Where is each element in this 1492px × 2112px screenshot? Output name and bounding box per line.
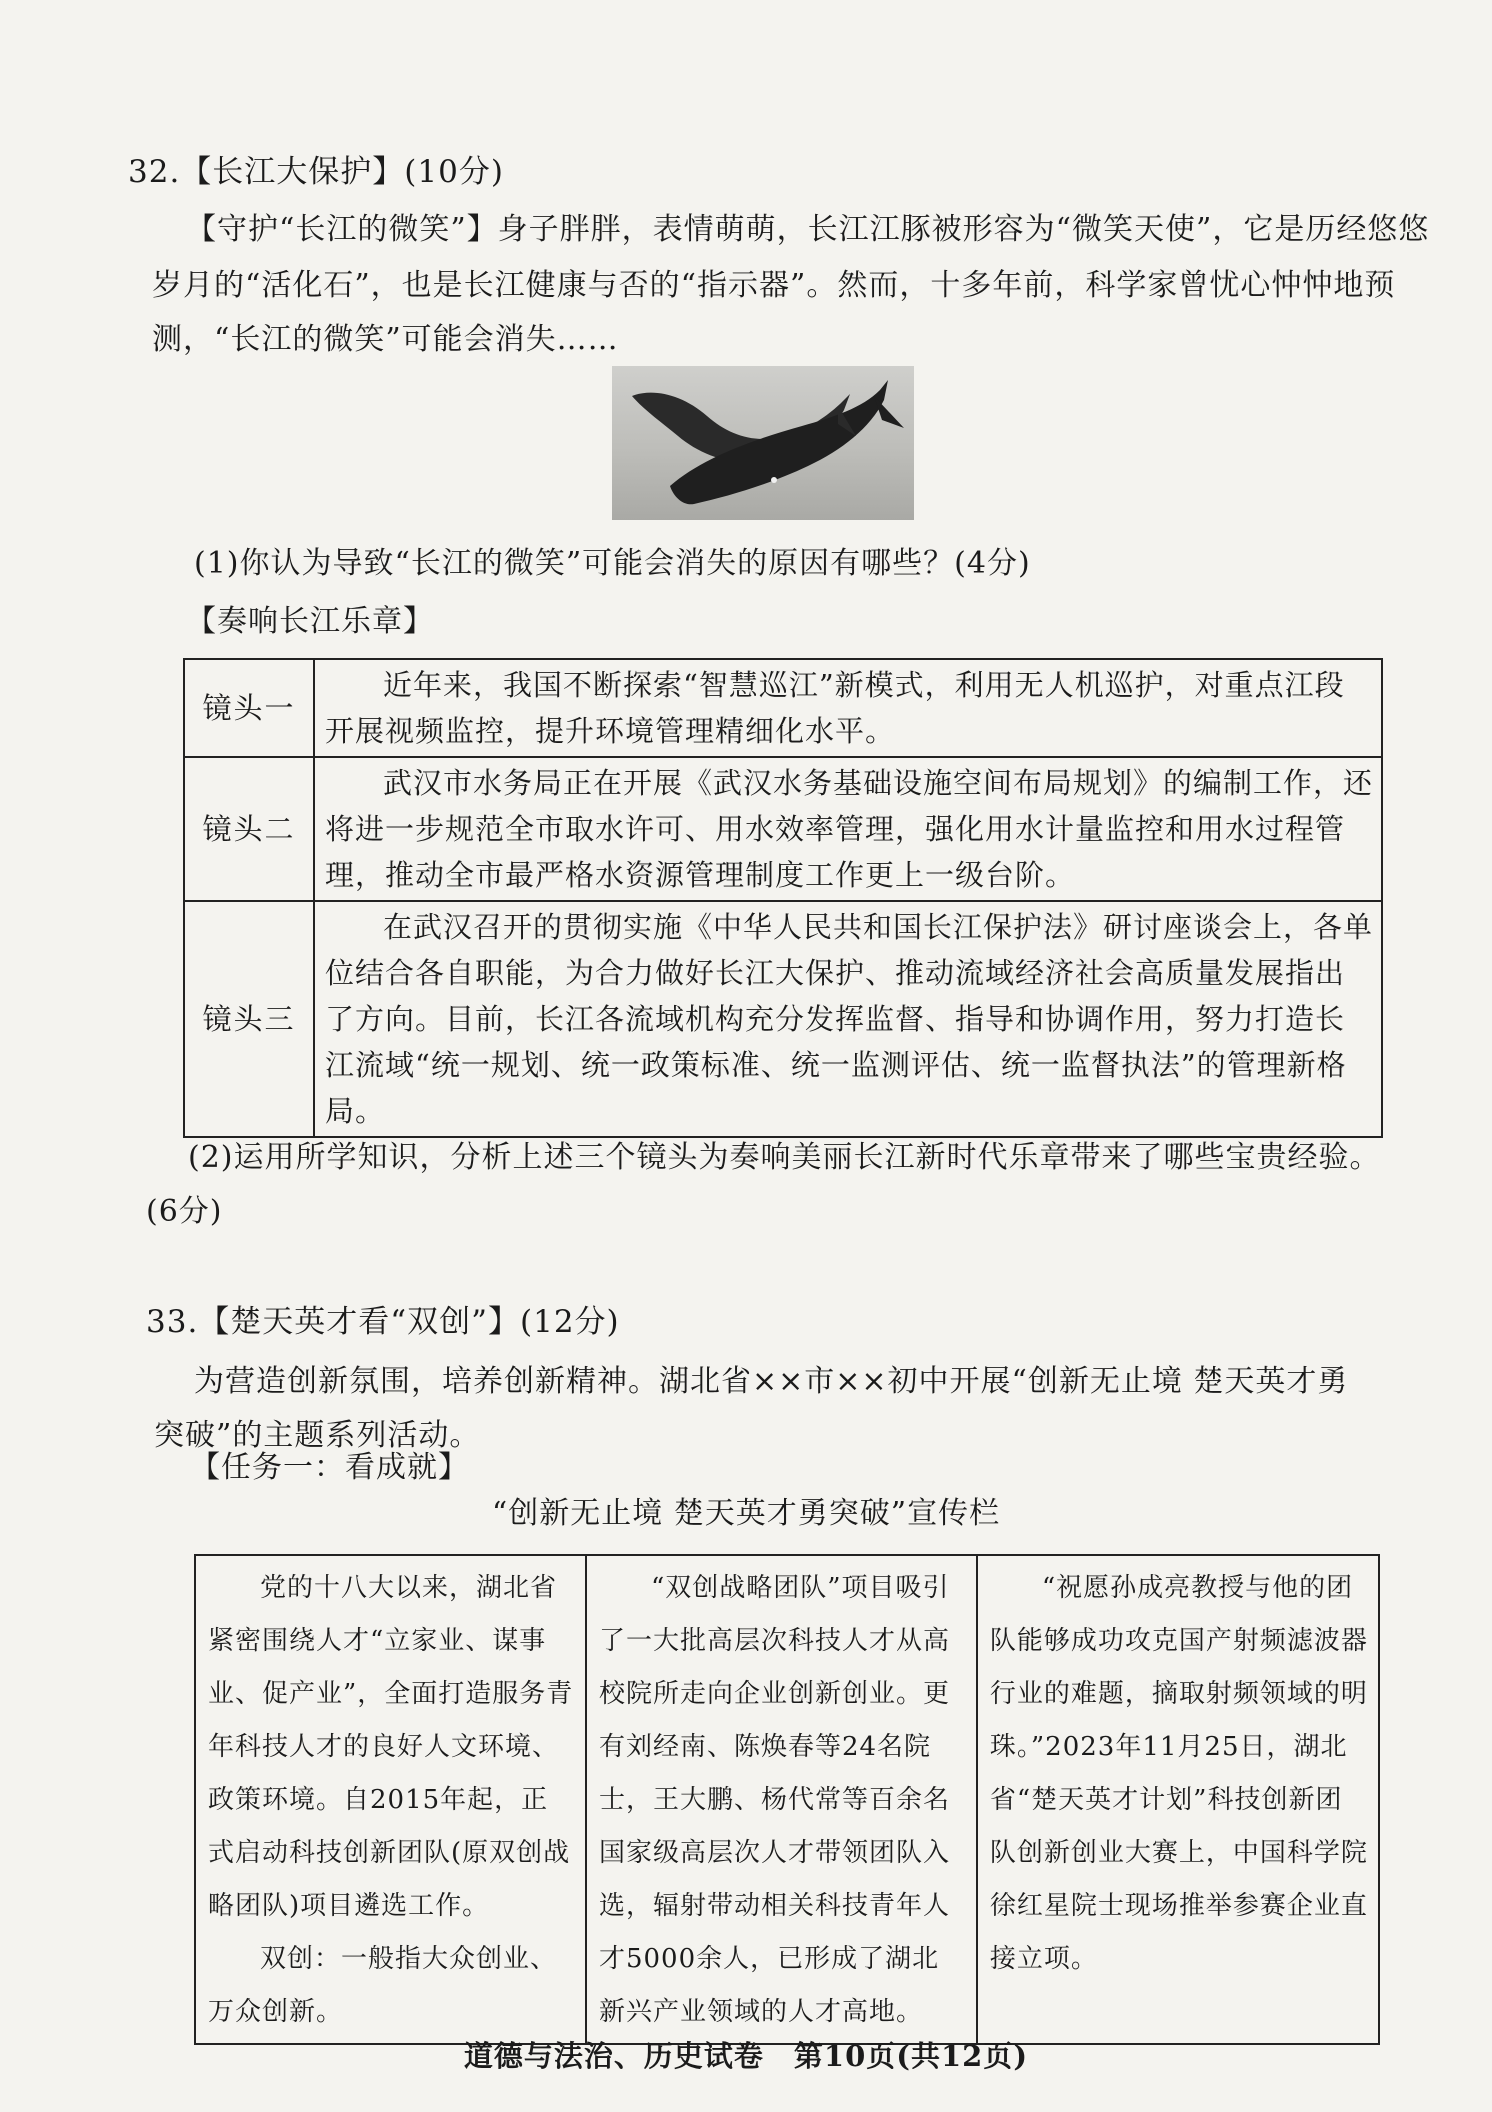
table-row [184, 659, 1382, 757]
q32-sub-question-1: (1)你认为导致“长江的微笑”可能会消失的原因有哪些？(4分) [194, 546, 1031, 581]
table-row [195, 1555, 1379, 2044]
q32-heading: 32.【长江大保护】(10分) [128, 154, 504, 190]
q32-intro-line-3: 测，“长江的微笑”可能会消失…… [152, 322, 619, 357]
board-column-2-paragraph-1: “双创战略团队”项目吸引了一大批高层次科技人才从高校院所走向企业创新创业。更有刘经南、陈焕春等24名院士，王大鹏、杨代常等百余名国家级高层次人才带领团队入选，辐射带动相关科技青年人才5000余人，已形成了湖北新兴产业领域的人才高地。 [598, 1573, 950, 2027]
table-row [184, 901, 1382, 1137]
scene-text: 在武汉召开的贯彻实施《中华人民共和国长江保护法》研讨座谈会上，各单位结合各自职能，为合力做好长江大保护、推动流域经济社会高质量发展指出了方向。目前，长江各流域机构充分发挥监督、指导和协调作用，努力打造长江流域“统一规划、统一政策标准、统一监测评估、统一监督执法”的管理新格局。 [314, 901, 1382, 1137]
q32-intro-line-1: 【守护“长江的微笑”】身子胖胖，表情萌萌，长江江豚被形容为“微笑天使”，它是历经悠悠 [186, 212, 1430, 247]
board-column-1-paragraph-2: 双创：一般指大众创业、万众创新。 [208, 1944, 558, 2027]
publicity-board-table [194, 1554, 1380, 2045]
q33-intro-line-2: 突破”的主题系列活动。 [154, 1418, 481, 1453]
scenes-table [183, 658, 1383, 1138]
board-column-3-paragraph-1: “祝愿孙成亮教授与他的团队能够成功攻克国产射频滤波器行业的难题，摘取射频领域的明珠。”2023年11月25日，湖北省“楚天英才计划”科技创新团队创新创业大赛上，中国科学院徐红星院士现场推举参赛企业直接立项。 [989, 1573, 1368, 1974]
q32-intro-line-2: 岁月的“活化石”，也是长江健康与否的“指示器”。然而，十多年前，科学家曾忧心忡忡地预 [152, 268, 1396, 303]
finless-porpoise-photo [612, 366, 914, 520]
q32-section-2-title: 【奏响长江乐章】 [186, 604, 434, 639]
q33-task-1-title: 【任务一：看成就】 [190, 1450, 469, 1485]
page-footer: 道德与法治、历史试卷 第10页(共12页) [463, 2039, 1029, 2073]
scene-label: 镜头一 [184, 659, 314, 757]
board-column-2 [586, 1555, 977, 2044]
scene-label: 镜头二 [184, 757, 314, 901]
q32-sub-question-2-score: (6分) [146, 1194, 223, 1229]
scene-text: 近年来，我国不断探索“智慧巡江”新模式，利用无人机巡护，对重点江段开展视频监控，提升环境管理精细化水平。 [314, 659, 1382, 757]
scene-text: 武汉市水务局正在开展《武汉水务基础设施空间布局规划》的编制工作，还将进一步规范全市取水许可、用水效率管理，强化用水计量监控和用水过程管理，推动全市最严格水资源管理制度工作更上一级台阶。 [314, 757, 1382, 901]
board-column-3 [977, 1555, 1379, 2044]
porpoise-illustration [612, 366, 914, 520]
q33-intro-line-1: 为营造创新氛围，培养创新精神。湖北省××市××初中开展“创新无止境 楚天英才勇 [194, 1364, 1349, 1399]
q33-heading: 33.【楚天英才看“双创”】(12分) [146, 1304, 620, 1340]
board-column-1 [195, 1555, 586, 2044]
board-column-1-paragraph-1: 党的十八大以来，湖北省紧密围绕人才“立家业、谋事业、促产业”，全面打造服务青年科技人才的良好人文环境、政策环境。自2015年起，正式启动科技创新团队(原双创战略团队)项目遴选工作。 [208, 1573, 574, 1921]
q32-sub-question-2: (2)运用所学知识，分析上述三个镜头为奏响美丽长江新时代乐章带来了哪些宝贵经验。 [188, 1140, 1381, 1175]
table-row [184, 757, 1382, 901]
board-title: “创新无止境 楚天英才勇突破”宣传栏 [491, 1496, 1001, 1531]
scene-label: 镜头三 [184, 901, 314, 1137]
